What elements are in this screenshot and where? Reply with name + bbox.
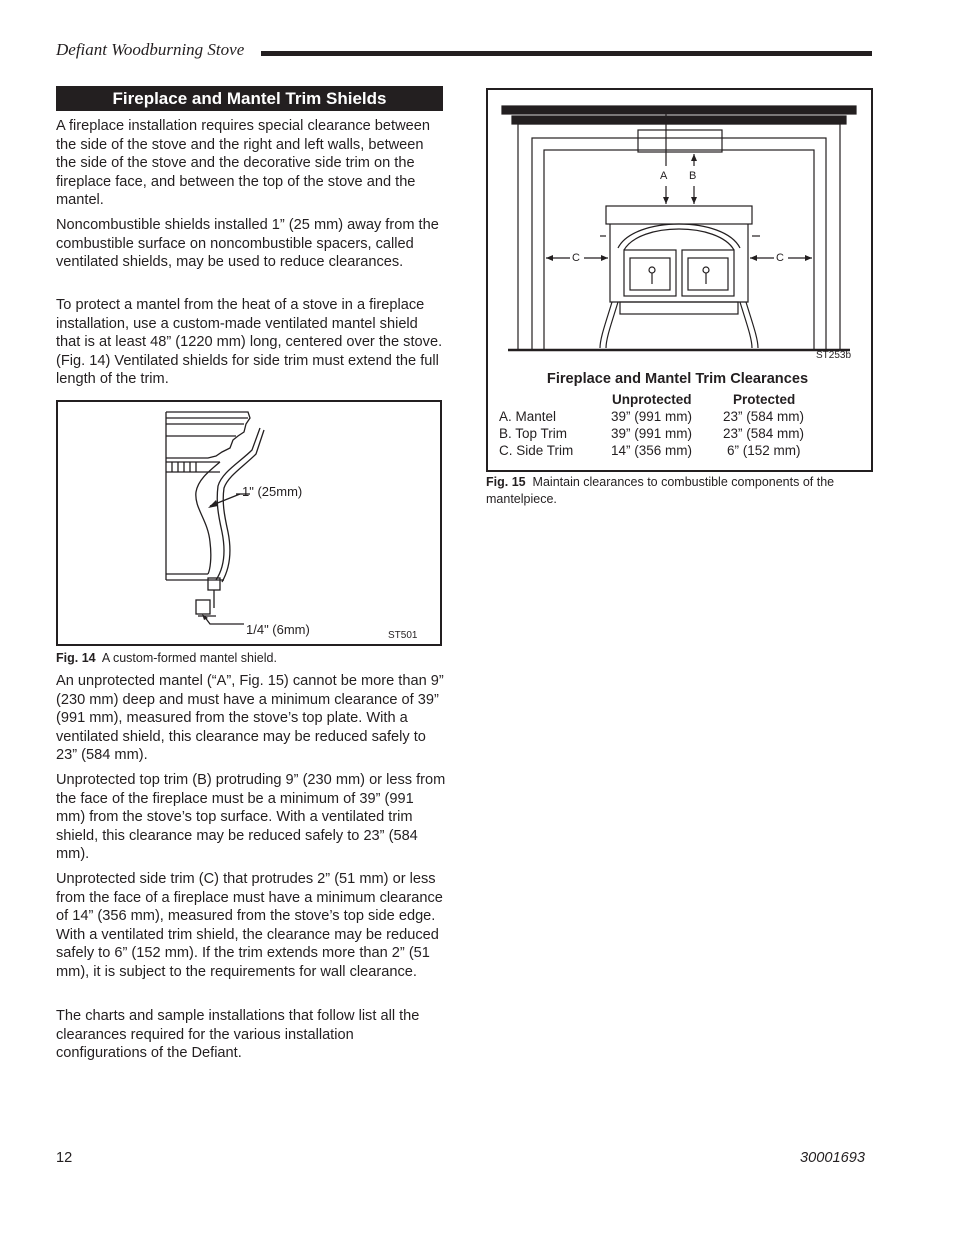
row-side-trim-protected: 6” (152 mm)	[727, 443, 801, 458]
label-c-right: C	[776, 252, 784, 264]
document-number: 30001693	[800, 1150, 865, 1166]
row-top-trim-unprotected: 39” (991 mm)	[611, 426, 693, 441]
clearance-table-title: Fireplace and Mantel Trim Clearances	[546, 371, 809, 387]
figure-14-caption	[56, 650, 277, 667]
running-header-title: Defiant Woodburning Stove	[56, 40, 245, 59]
row-top-trim-name: B. Top Trim	[499, 426, 568, 441]
section-heading: Fireplace and Mantel Trim Shields	[56, 86, 443, 111]
row-mantel-name: A. Mantel	[499, 409, 557, 424]
figure-14-number: Fig. 14	[56, 651, 96, 665]
paragraph-unprotected-mantel: An unprotected mantel (“A”, Fig. 15) cannot be more than 9” (230 mm) deep and must have a minimum clearance of 39” (991 mm), measured from the stove’s top plate. With a ventilated shield, this clearance may be reduced safely to 23” (584 mm).	[56, 673, 444, 764]
label-gap-1-inch: 1" (25mm)	[242, 484, 303, 499]
figure-14-mantel-shield	[56, 400, 442, 646]
paragraph-ventilated-shields: Noncombustible shields installed 1” (25 mm) away from the combustible surface on noncombustible spacers, called ventilated shields, may be used to reduce clearances.	[56, 217, 439, 271]
label-c-left: C	[572, 252, 580, 264]
label-b: B	[689, 170, 697, 182]
column-header-unprotected: Unprotected	[612, 392, 692, 407]
drawing-code-st501: ST501	[388, 630, 418, 641]
paragraph-charts-intro: The charts and sample installations that follow list all the clearances required for the various installation configurations of the Defiant.	[56, 1008, 420, 1062]
row-mantel-protected: 23” (584 mm)	[723, 409, 805, 424]
figure-15-number: Fig. 15	[486, 475, 526, 489]
paragraph-unprotected-top-trim: Unprotected top trim (B) protruding 9” (230 mm) or less from the face of the fireplace must be a minimum of 39” (991 mm) from the stove’s top surface. With a ventilated trim shield, this clearance may be reduced safely to 23” (584 mm).	[56, 772, 446, 863]
drawing-code-st253b: ST253b	[816, 350, 852, 361]
label-a: A	[660, 170, 668, 182]
paragraph-unprotected-side-trim: Unprotected side trim (C) that protrudes 2” (51 mm) or less from the face of a fireplace must have a minimum clearance of 14” (356 mm), measured from the stove’s top side edge. With a ventilated trim shield, the clearance may be reduced safely to 6” (152 mm). If the trim extends more than 2” (51 mm), it is subject to the requirements for wall clearance.	[56, 871, 443, 980]
row-mantel-unprotected: 39” (991 mm)	[611, 409, 693, 424]
row-side-trim-name: C. Side Trim	[499, 443, 574, 458]
page-number: 12	[56, 1150, 73, 1166]
figure-14-caption-text: A custom-formed mantel shield.	[101, 651, 277, 665]
paragraph-mantel-shield: To protect a mantel from the heat of a stove in a fireplace installation, use a custom-made ventilated mantel shield that is at least 48” (1220 mm) long, centered over the stove. (Fig. 14) Ventilated shields for side trim must extend the full length of the trim.	[56, 297, 443, 388]
mantel-shield-drawing	[58, 402, 440, 644]
figure-15-caption-text: Maintain clearances to combustible components of the mantelpiece.	[486, 475, 835, 506]
row-top-trim-protected: 23” (584 mm)	[723, 426, 805, 441]
row-side-trim-unprotected: 14” (356 mm)	[611, 443, 693, 458]
column-header-protected: Protected	[733, 392, 796, 407]
figure-15-caption	[486, 474, 866, 508]
header-rule	[261, 51, 872, 56]
paragraph-clearance-intro: A fireplace installation requires special clearance between the side of the stove and the right and left walls, between the side of the stove and the decorative side trim on the fireplace face, and between the top of the stove and the mantel.	[56, 118, 430, 209]
label-spacer-quarter-inch: 1/4" (6mm)	[246, 622, 310, 637]
